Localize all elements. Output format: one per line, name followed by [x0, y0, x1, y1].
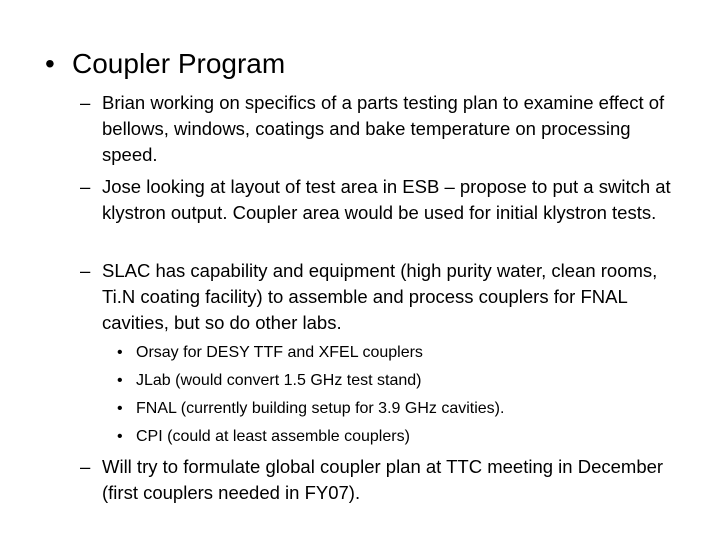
dash-marker: –	[80, 176, 91, 197]
sub-list-item-text: JLab (would convert 1.5 GHz test stand)	[136, 372, 422, 389]
heading-text: Coupler Program	[72, 48, 286, 79]
sub-list-item-text: Orsay for DESY TTF and XFEL couplers	[136, 344, 423, 361]
dash-marker: –	[80, 92, 91, 113]
list-item-text: SLAC has capability and equipment (high purity water, clean rooms, Ti.N coating facility) to assemble and process couplers for FNAL cavities, but so do other labs.	[102, 260, 658, 333]
bullet-marker: •	[117, 400, 123, 417]
list-item	[80, 174, 690, 226]
list-item	[80, 454, 690, 506]
bullet-marker: •	[45, 48, 55, 79]
sub-list-item	[117, 399, 677, 419]
list-item	[80, 258, 690, 336]
list-item-text: Will try to formulate global coupler plan at TTC meeting in December (first couplers needed in FY07).	[102, 456, 664, 503]
sub-list-item-text: CPI (could at least assemble couplers)	[136, 428, 410, 445]
list-item-text: Jose looking at layout of test area in ESB – propose to put a switch at klystron output. Coupler area would be used for initial klystron tests.	[102, 176, 671, 223]
dash-marker: –	[80, 456, 91, 477]
list-item-text: Brian working on specifics of a parts testing plan to examine effect of bellows, windows, coatings and bake temperature on processing speed.	[102, 92, 665, 165]
dash-marker: –	[80, 260, 91, 281]
sub-list-item	[117, 371, 677, 391]
bullet-marker: •	[117, 344, 123, 361]
sub-list-item	[117, 343, 677, 363]
bullet-marker: •	[117, 428, 123, 445]
sub-list-item-text: FNAL (currently building setup for 3.9 GHz cavities).	[136, 400, 505, 417]
bullet-marker: •	[117, 372, 123, 389]
sub-list-item	[117, 427, 677, 447]
list-item	[80, 90, 690, 168]
